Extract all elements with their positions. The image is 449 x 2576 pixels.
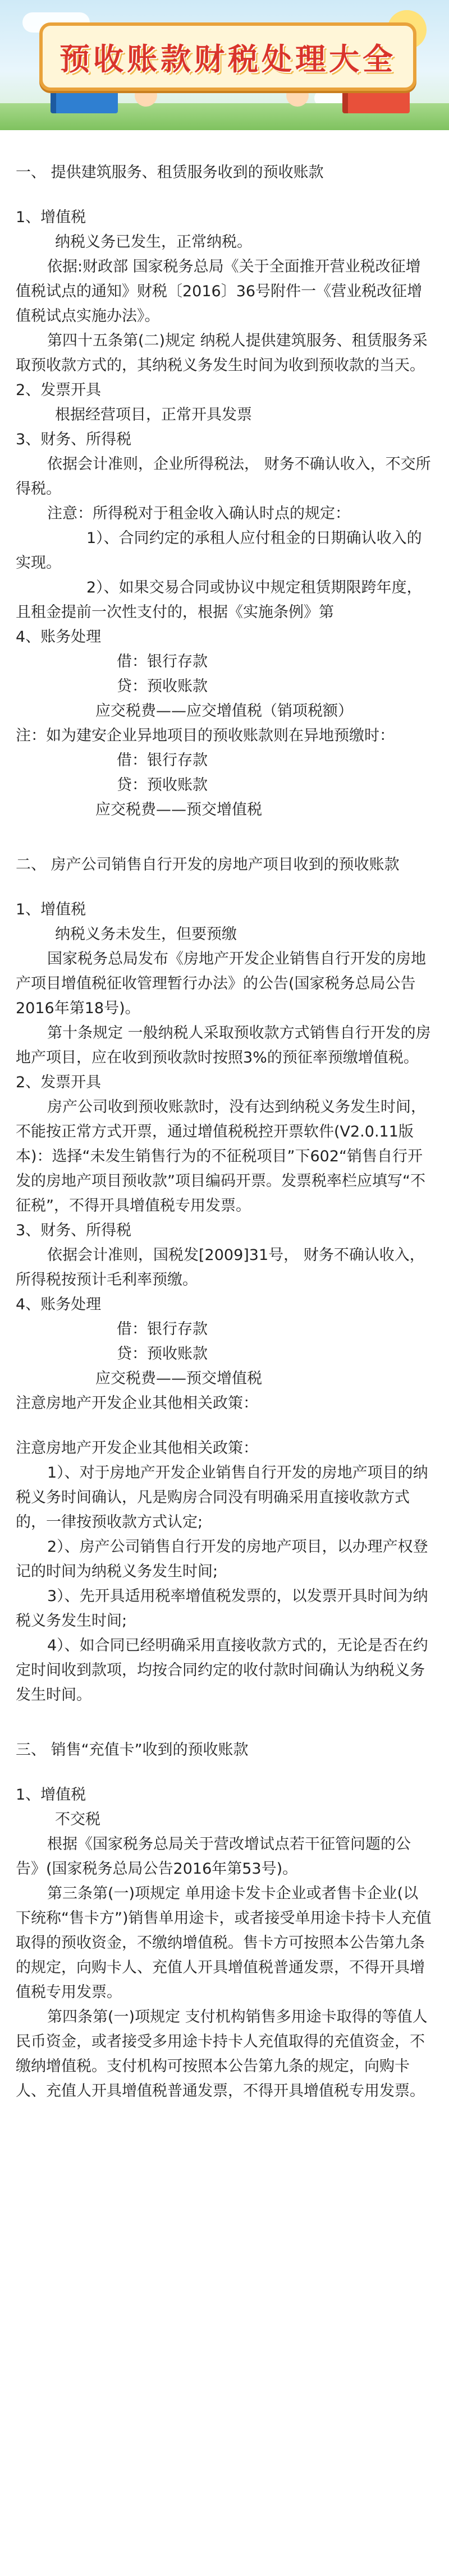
text-line: 不交税 — [55, 1811, 100, 1828]
blank-line — [16, 1416, 433, 1436]
subheading: 2、发票开具 — [16, 381, 102, 399]
section-spacer — [16, 822, 433, 843]
journal-entry: 贷：预收账款 — [117, 1345, 208, 1363]
journal-entry: 应交税费——预交增值税 — [95, 801, 262, 818]
subheading: 1、增值税 — [16, 209, 86, 226]
note-line: 注意房地产开发企业其他相关政策： — [16, 1439, 258, 1457]
section-spacer — [16, 130, 433, 150]
note-line: 注意房地产开发企业其他相关政策： — [16, 1395, 258, 1412]
section-spacer — [16, 1763, 433, 1783]
subheading: 2、发票开具 — [16, 1074, 102, 1091]
paragraph: 依据:财政部 国家税务总局《关于全面推开营业税改征增值税试点的通知》财税〔2016〕36号附件一《营业税改征增值税试点实施办法》。 — [16, 258, 423, 325]
banner-title-board — [39, 22, 416, 91]
section-heading: 三、 销售“充值卡”收到的预收账款 — [16, 1741, 249, 1759]
paragraph: 注意：所得税对于租金收入确认时点的规定： — [47, 505, 350, 522]
subheading: 3、财务、所得税 — [16, 1222, 132, 1239]
paragraph: 4）、如合同已经明确采用直接收款方式的，无论是否在约定时间收到款项，均按合同约定的收付款时间确认为纳税义务发生时间。 — [16, 1637, 428, 1704]
book-decoration — [51, 88, 118, 113]
section-spacer — [16, 185, 433, 205]
note-line: 注：如为建安企业异地项目的预收账款则在异地预缴时： — [16, 727, 395, 744]
paragraph: 根据《国家税务总局关于营改增试点若干征管问题的公告》(国家税务总局公告2016年第53号)。 — [16, 1836, 411, 1878]
section-heading: 二、 房产公司销售自行开发的房地产项目收到的预收账款 — [16, 856, 400, 873]
journal-entry: 借：银行存款 — [117, 752, 208, 769]
journal-entry: 借：银行存款 — [117, 1321, 208, 1338]
journal-entry: 贷：预收账款 — [117, 678, 208, 695]
paragraph: 依据会计准则，企业所得税法， 财务不确认收入，不交所得税。 — [16, 456, 431, 498]
header-banner — [0, 0, 449, 130]
paragraph: 第三条第(一)项规定 单用途卡发卡企业或者售卡企业(以下统称“售卡方”)销售单用途卡，或者接受单用途卡持卡人充值取得的预收资金，不缴纳增值税。售卡方可按照本公告第九条的规定，向购卡人、充值人开具增值税普通发票，不得开具增值税专用发票。 — [16, 1885, 432, 2001]
paragraph: 2）、房产公司销售自行开发的房地产项目，以办理产权登记的时间为纳税义务发生时间; — [16, 1538, 428, 1580]
subheading: 4、账务处理 — [16, 628, 102, 646]
paragraph: 国家税务总局发布《房地产开发企业销售自行开发的房地产项目增值税征收管理暂行办法》的公告(国家税务总局公告2016年第18号)。 — [16, 950, 426, 1017]
paragraph: 2）、如果交易合同或协议中规定租赁期限跨年度，且租金提前一次性支付的，根据《实施条例》第 — [16, 579, 422, 621]
paragraph: 房产公司收到预收账款时，没有达到纳税义务发生时间，不能按正常方式开票，通过增值税税控开票软件(V2.0.11版本)：选择“未发生销售行为的不征税项目”下602“销售自行开发的房地产项目预收款”项目编码开票。发票税率栏应填写“不征税”，不得开具增值税专用发票。 — [16, 1098, 426, 1215]
article-body — [0, 130, 449, 2104]
section-heading: 一、 提供建筑服务、租赁服务收到的预收账款 — [16, 164, 324, 181]
subheading: 3、财务、所得税 — [16, 431, 132, 448]
journal-entry: 贷：预收账款 — [117, 776, 208, 794]
paragraph: 依据会计准则，国税发[2009]31号， 财务不确认收入，所得税按预计毛利率预缴。 — [16, 1246, 425, 1289]
text-line: 纳税义务未发生，但要预缴 — [55, 926, 237, 943]
subheading: 1、增值税 — [16, 901, 86, 918]
text-line: 纳税义务已发生，正常纳税。 — [55, 233, 252, 251]
section-spacer — [16, 877, 433, 898]
journal-entry: 应交税费——预交增值税 — [95, 1370, 262, 1387]
text-line: 根据经营项目，正常开具发票 — [55, 406, 252, 424]
paragraph: 第四条第(一)项规定 支付机构销售多用途卡取得的等值人民币资金，或者接受多用途卡持卡人充值取得的充值资金，不缴纳增值税。支付机构可按照本公告第九条的规定，向购卡人、充值人开具增值税普通发票，不得开具增值税专用发票。 — [16, 2008, 428, 2100]
paragraph: 3）、先开具适用税率增值税发票的，以发票开具时间为纳税义务发生时间; — [16, 1588, 428, 1630]
subheading: 4、账务处理 — [16, 1296, 102, 1313]
page-title: 预收账款财税处理大全 — [59, 41, 396, 77]
journal-entry: 应交税费——应交增值税（销项税额） — [95, 702, 353, 720]
paragraph: 第十条规定 一般纳税人采取预收款方式销售自行开发的房地产项目，应在收到预收款时按照3%的预征率预缴增值税。 — [16, 1024, 431, 1066]
subheading: 1、增值税 — [16, 1786, 86, 1804]
section-spacer — [16, 1708, 433, 1728]
paragraph: 1）、合同约定的承租人应付租金的日期确认收入的实现。 — [16, 530, 422, 572]
paragraph: 第四十五条第(二)规定 纳税人提供建筑服务、租赁服务采取预收款方式的，其纳税义务发生时间为收到预收款的当天。 — [16, 332, 428, 374]
book-decoration — [342, 88, 410, 113]
paragraph: 1）、对于房地产开发企业销售自行开发的房地产项目的纳税义务时间确认，凡是购房合同没有明确采用直接收款方式的，一律按预收款方式认定; — [16, 1464, 428, 1531]
journal-entry: 借：银行存款 — [117, 653, 208, 670]
